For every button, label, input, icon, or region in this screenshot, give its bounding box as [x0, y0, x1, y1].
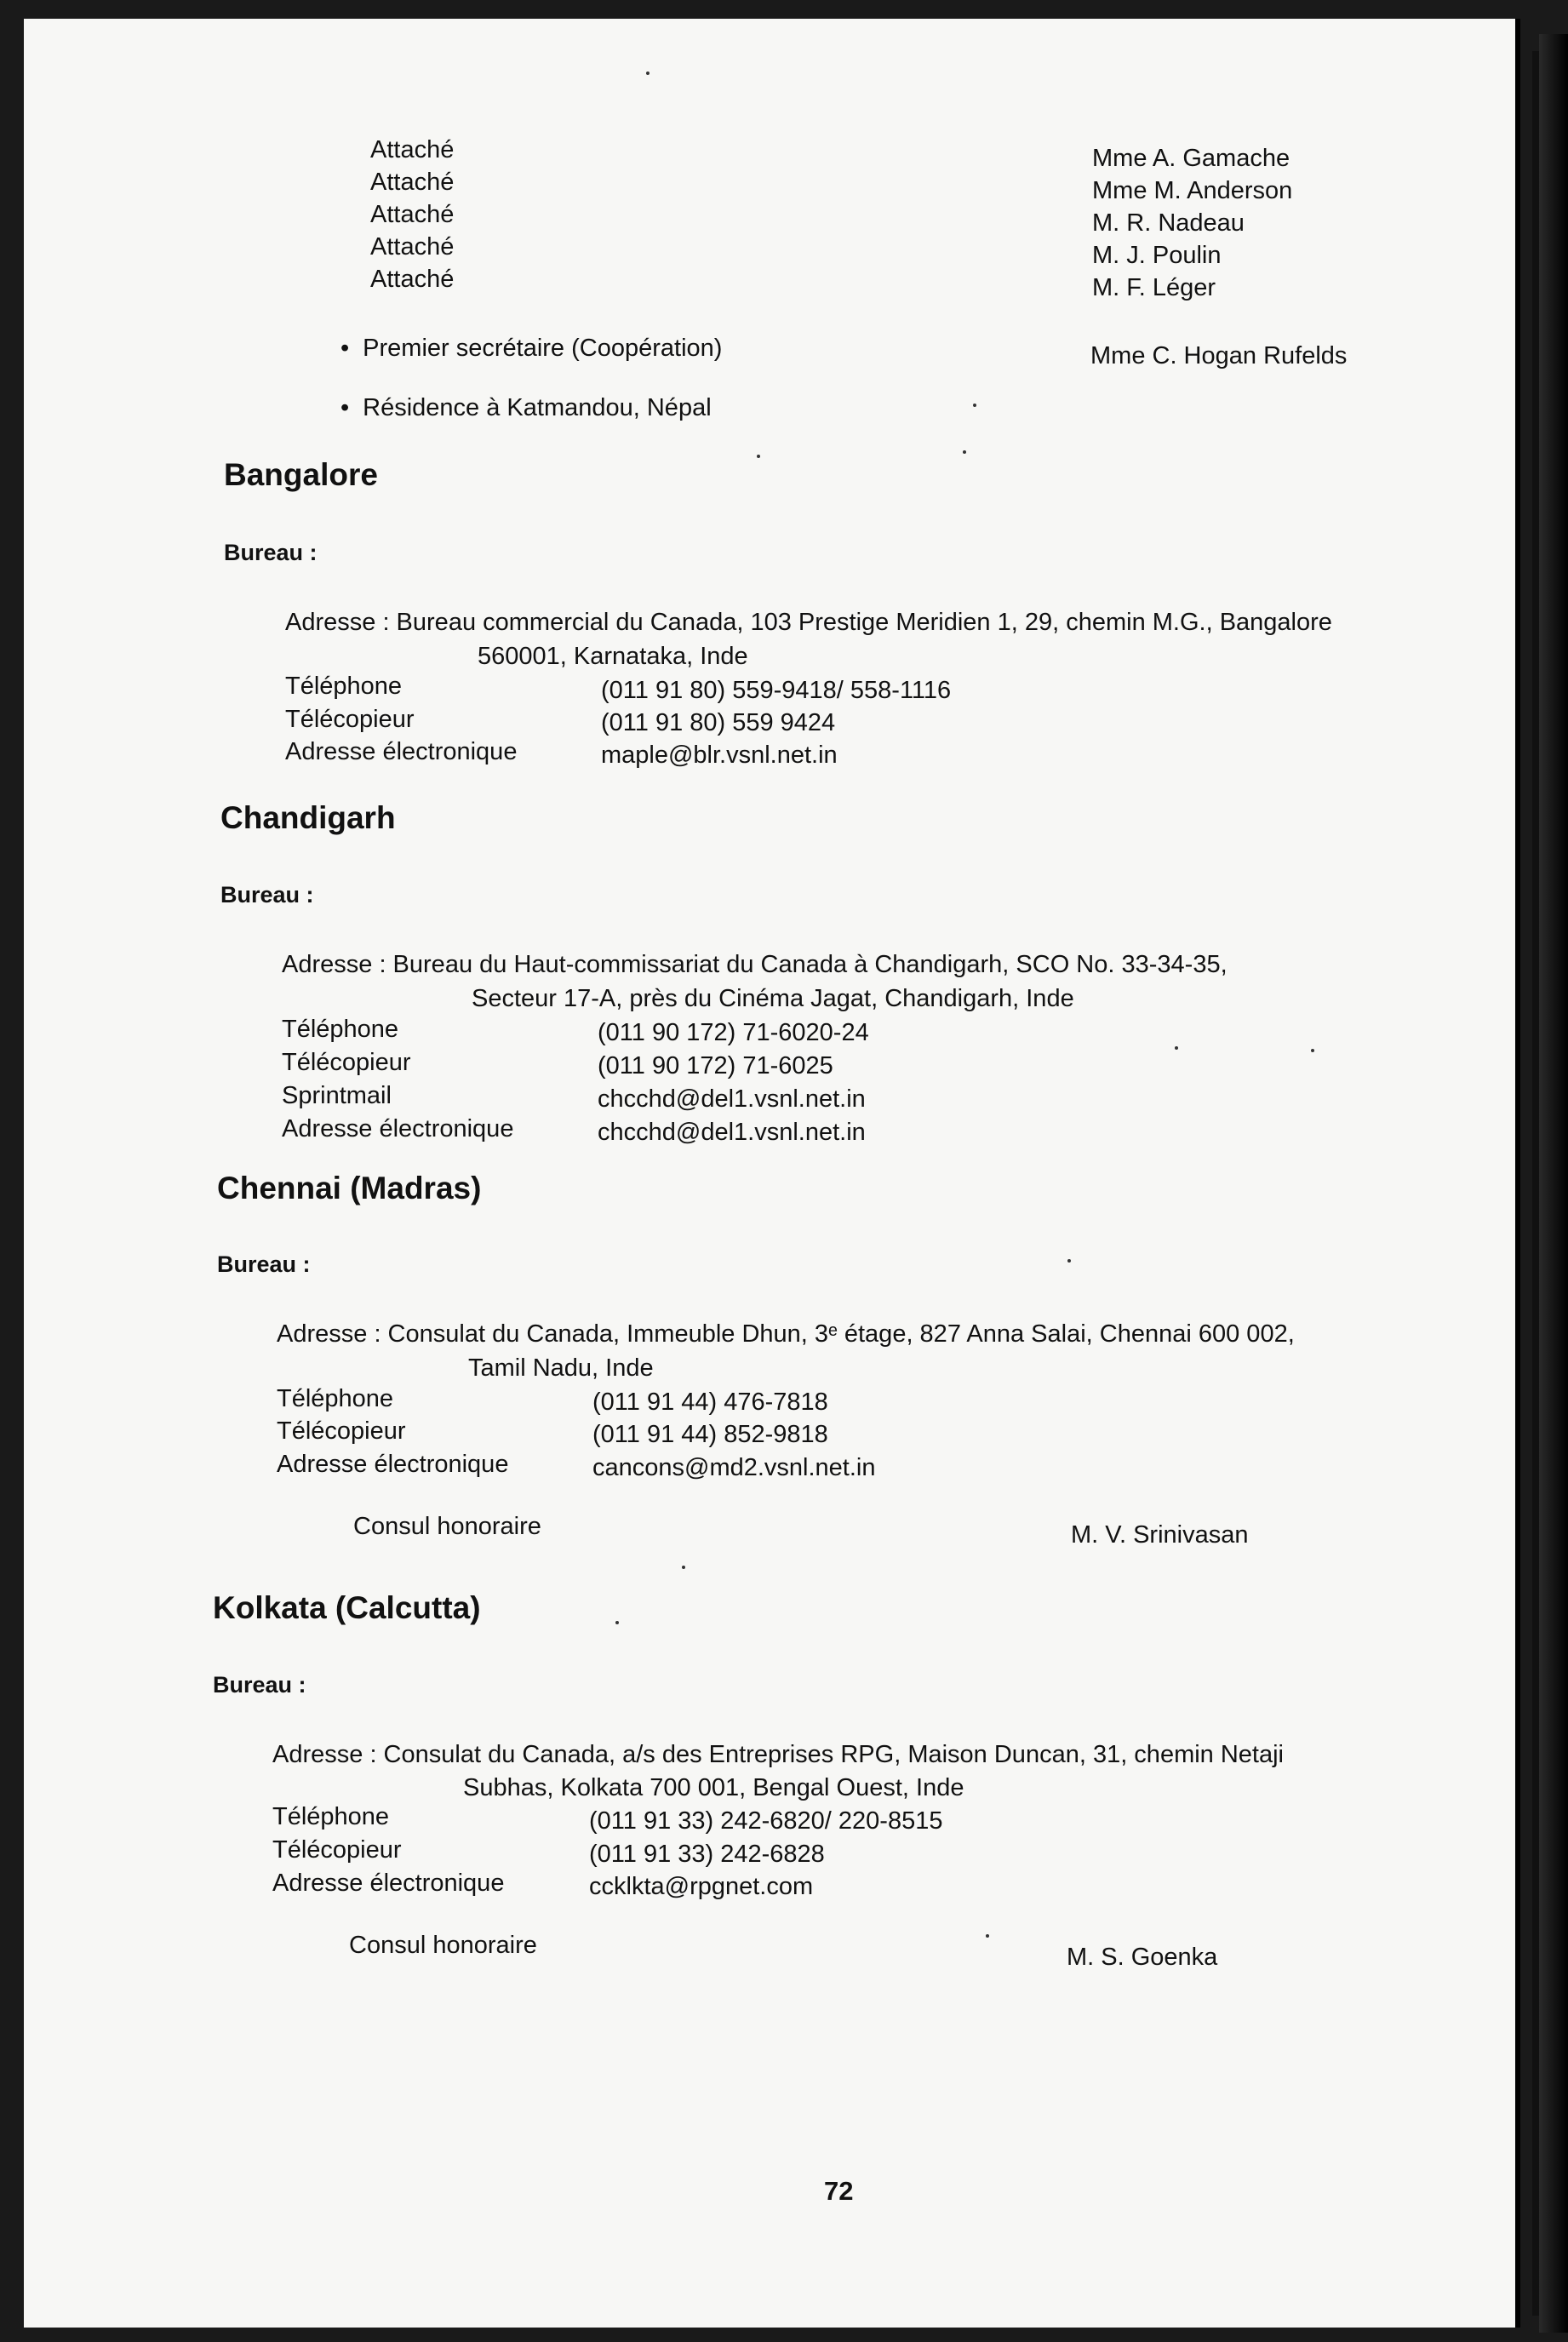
value-sprintmail-chandigarh: chcchd@del1.vsnl.net.in [598, 1085, 866, 1113]
label-telephone-bangalore: Téléphone [285, 673, 403, 700]
label-telephone-chennai: Téléphone [277, 1385, 394, 1412]
label-telecopieur-chandigarh: Télécopieur [282, 1049, 411, 1076]
document-page [24, 19, 1520, 2328]
scan-speck [682, 1566, 685, 1569]
scan-speck [615, 1621, 619, 1624]
scan-speck [646, 72, 650, 75]
address-line-1-chandigarh: Adresse : Bureau du Haut-commissariat du Canada à Chandigarh, SCO No. 33-34-35, [282, 951, 1228, 978]
role-premier-text: Premier secrétaire (Coopération) [363, 335, 723, 362]
address-line-1-chennai: Adresse : Consulat du Canada, Immeuble Dhun, 3ᵉ étage, 827 Anna Salai, Chennai 600 002, [277, 1320, 1295, 1348]
binding-shadow [1539, 34, 1568, 2333]
bureau-label-chennai: Bureau : [217, 1251, 311, 1277]
binding-edge [1532, 51, 1539, 2316]
page-number: 72 [824, 2176, 854, 2206]
value-telephone-chennai: (011 91 44) 476-7818 [592, 1389, 828, 1416]
value-telecopieur-chandigarh: (011 90 172) 71-6025 [598, 1052, 833, 1079]
name-attache-2: Mme M. Anderson [1092, 177, 1293, 204]
consul-name-chennai: M. V. Srinivasan [1071, 1521, 1249, 1549]
value-email-bangalore: maple@blr.vsnl.net.in [601, 742, 838, 769]
bureau-label-kolkata: Bureau : [213, 1672, 306, 1698]
address-line-2-chennai: Tamil Nadu, Inde [468, 1354, 654, 1382]
scan-speck [1175, 1046, 1178, 1050]
address-line-2-bangalore: 560001, Karnataka, Inde [478, 643, 748, 670]
consul-role-chennai: Consul honoraire [353, 1513, 541, 1540]
label-email-bangalore: Adresse électronique [285, 738, 518, 765]
scan-speck [757, 455, 760, 458]
name-premier-secretaire: Mme C. Hogan Rufelds [1090, 342, 1348, 369]
label-telephone-kolkata: Téléphone [272, 1803, 390, 1830]
consul-name-kolkata: M. S. Goenka [1067, 1944, 1218, 1971]
address-line-2-chandigarh: Secteur 17-A, près du Cinéma Jagat, Chandigarh, Inde [472, 985, 1074, 1012]
role-attache-1: Attaché [370, 136, 455, 163]
label-telecopieur-kolkata: Télécopieur [272, 1836, 402, 1864]
city-heading-chennai: Chennai (Madras) [217, 1171, 482, 1205]
value-telephone-kolkata: (011 91 33) 242-6820/ 220-8515 [589, 1807, 943, 1835]
value-email-chennai: cancons@md2.vsnl.net.in [592, 1454, 876, 1481]
label-email-chandigarh: Adresse électronique [282, 1115, 514, 1142]
label-telephone-chandigarh: Téléphone [282, 1016, 399, 1043]
value-telecopieur-kolkata: (011 91 33) 242-6828 [589, 1841, 825, 1868]
address-line-1-kolkata: Adresse : Consulat du Canada, a/s des Entreprises RPG, Maison Duncan, 31, chemin Netaji [272, 1741, 1284, 1768]
residence-text: Résidence à Katmandou, Népal [363, 394, 712, 421]
address-line-1-bangalore: Adresse : Bureau commercial du Canada, 103 Prestige Meridien 1, 29, chemin M.G., Bangalore [285, 609, 1332, 636]
name-attache-5: M. F. Léger [1092, 274, 1216, 301]
scan-speck [1311, 1049, 1314, 1052]
value-telephone-bangalore: (011 91 80) 559-9418/ 558-1116 [601, 677, 952, 704]
value-telecopieur-bangalore: (011 91 80) 559 9424 [601, 709, 836, 736]
name-attache-3: M. R. Nadeau [1092, 209, 1245, 237]
role-attache-3: Attaché [370, 201, 455, 228]
scan-speck [986, 1934, 989, 1938]
label-email-chennai: Adresse électronique [277, 1451, 509, 1478]
bureau-label-chandigarh: Bureau : [220, 882, 314, 908]
value-telephone-chandigarh: (011 90 172) 71-6020-24 [598, 1019, 869, 1046]
bureau-label-bangalore: Bureau : [224, 540, 318, 565]
address-line-2-kolkata: Subhas, Kolkata 700 001, Bengal Ouest, Inde [463, 1774, 964, 1801]
role-attache-4: Attaché [370, 233, 455, 261]
city-heading-kolkata: Kolkata (Calcutta) [213, 1590, 481, 1625]
role-premier-secretaire [340, 332, 722, 364]
city-heading-chandigarh: Chandigarh [220, 800, 396, 835]
scan-speck [963, 450, 966, 454]
value-email-chandigarh: chcchd@del1.vsnl.net.in [598, 1119, 866, 1146]
role-attache-5: Attaché [370, 266, 455, 293]
scan-speck [1067, 1259, 1071, 1263]
value-email-kolkata: ccklkta@rpgnet.com [589, 1873, 814, 1900]
role-attache-2: Attaché [370, 169, 455, 196]
label-sprintmail-chandigarh: Sprintmail [282, 1082, 392, 1109]
scan-speck [973, 404, 976, 407]
label-telecopieur-chennai: Télécopieur [277, 1417, 406, 1445]
residence-note [340, 392, 712, 424]
label-telecopieur-bangalore: Télécopieur [285, 706, 415, 733]
consul-role-kolkata: Consul honoraire [349, 1932, 537, 1959]
name-attache-4: M. J. Poulin [1092, 242, 1222, 269]
name-attache-1: Mme A. Gamache [1092, 145, 1290, 172]
value-telecopieur-chennai: (011 91 44) 852-9818 [592, 1421, 828, 1448]
city-heading-bangalore: Bangalore [224, 457, 378, 492]
label-email-kolkata: Adresse électronique [272, 1870, 505, 1897]
